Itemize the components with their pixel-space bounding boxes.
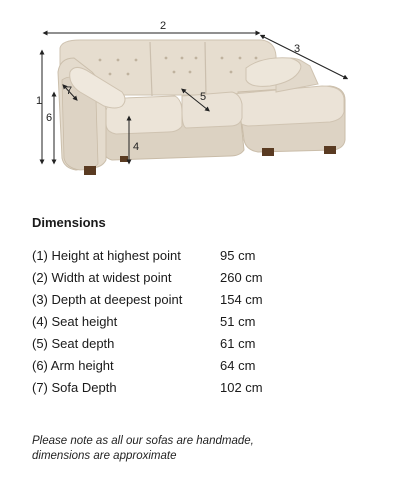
marker-6: 6 [46,112,53,124]
dimension-value: 95 cm [220,247,256,263]
handmade-note [32,434,372,464]
marker-4: 4 [133,141,140,153]
note-line-2: dimensions are approximate [32,450,177,462]
dimensions-list [32,244,372,398]
dimension-row [32,244,372,266]
dimension-row [32,310,372,332]
dimension-label: (6) Arm height [32,357,114,373]
dimension-value: 102 cm [220,379,263,395]
marker-2: 2 [160,20,167,32]
dimension-label: (3) Depth at deepest point [32,291,183,307]
note-line-1: Please note as all our sofas are handmade, [32,435,254,447]
marker-1: 1 [36,95,43,107]
marker-5: 5 [200,91,207,103]
dimension-value: 61 cm [220,335,256,351]
dimension-row [32,354,372,376]
dimension-value: 260 cm [220,269,263,285]
sofa-dimension-figure [0,0,400,200]
dimension-value: 51 cm [220,313,256,329]
marker-7: 7 [66,85,73,97]
dimension-label: (1) Height at highest point [32,247,181,263]
dimension-label: (4) Seat height [32,313,118,329]
dimensions-heading: Dimensions [32,215,106,230]
sofa-image [58,40,345,175]
dimension-row [32,376,372,398]
dimension-value: 154 cm [220,291,263,307]
dimension-label: (2) Width at widest point [32,269,172,285]
dimension-label: (7) Sofa Depth [32,379,117,395]
dimension-value: 64 cm [220,357,256,373]
sofa-illustration [0,0,400,200]
marker-3: 3 [294,43,301,55]
dimension-label: (5) Seat depth [32,335,115,351]
dimension-row [32,288,372,310]
dimension-row [32,266,372,288]
dimension-row [32,332,372,354]
